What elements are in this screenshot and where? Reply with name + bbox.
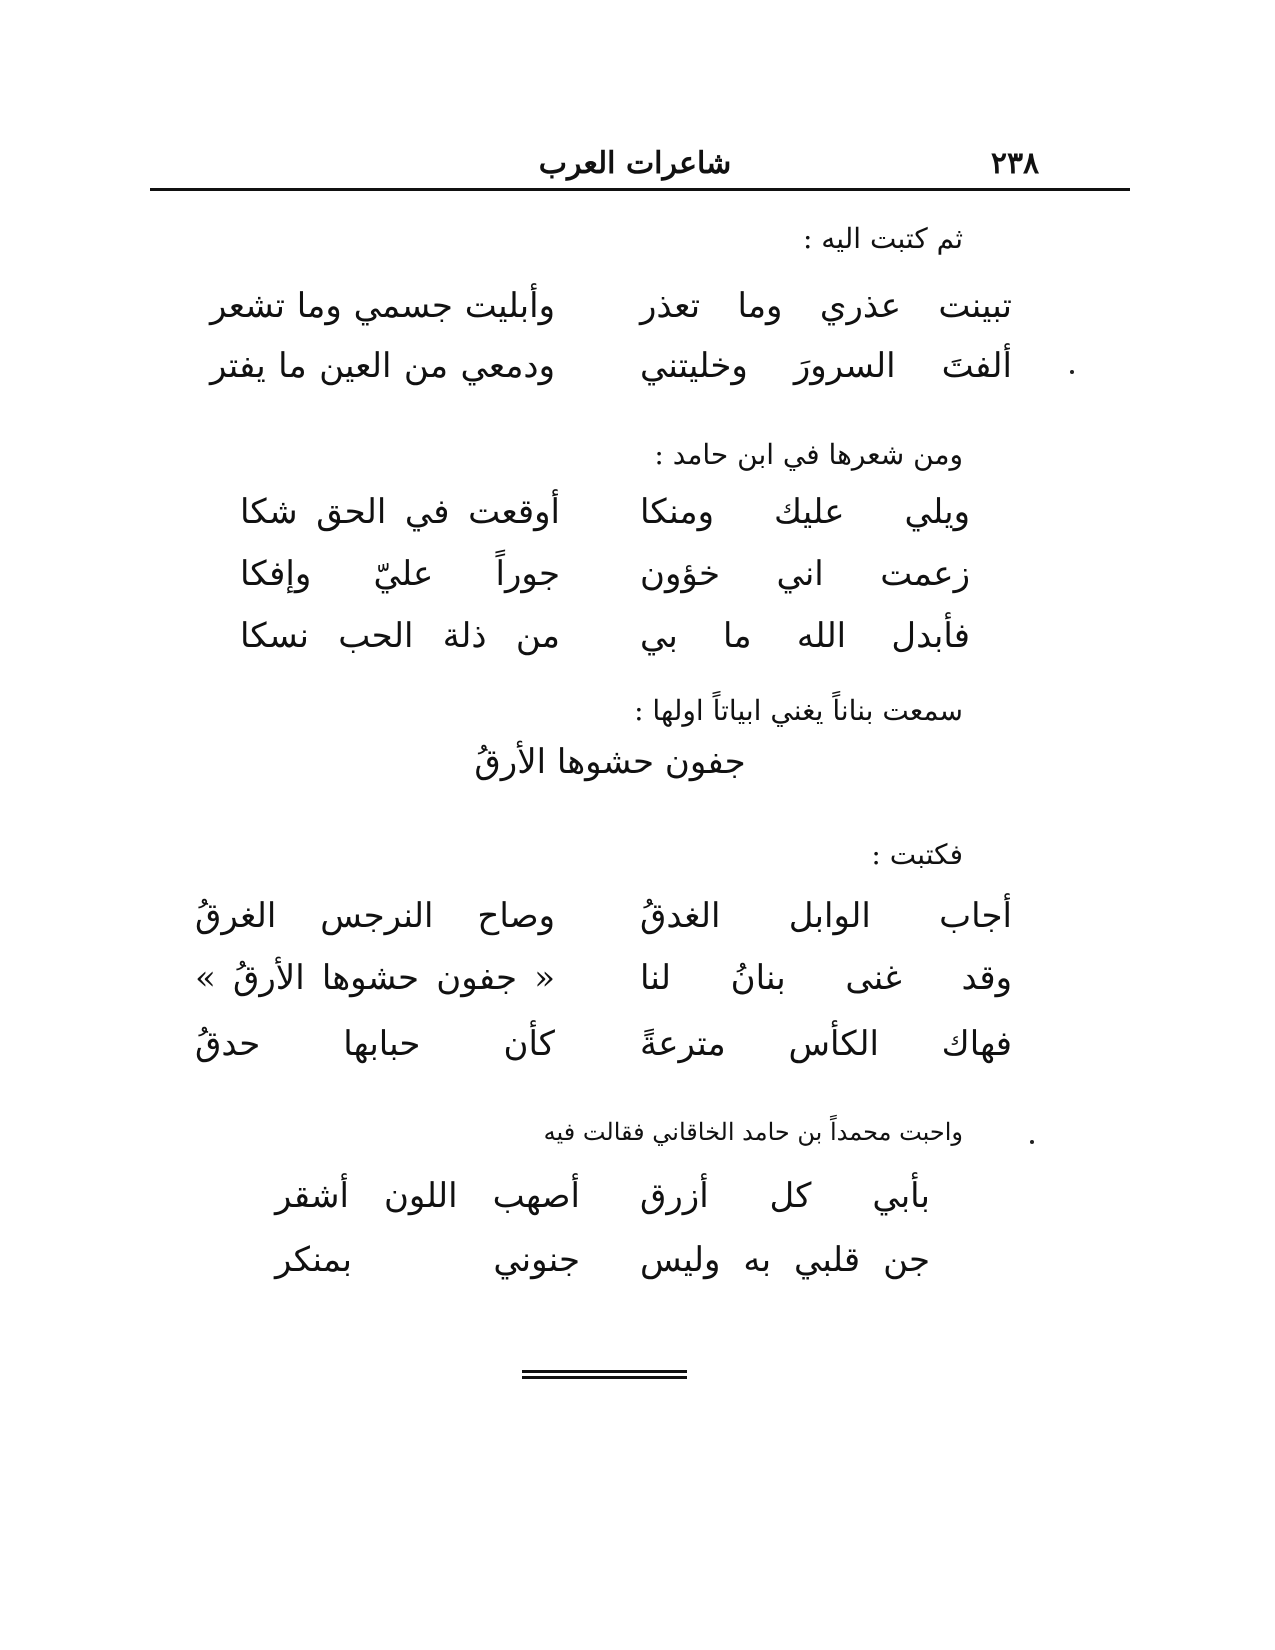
page-number: ٢٣٨ — [990, 146, 1040, 181]
margin-dot — [1070, 370, 1074, 374]
verse-right-hemistich: ألفتَ السرورَ وخليتني — [640, 346, 1012, 386]
verse-left-hemistich: « جفون حشوها الأرقُ » — [195, 958, 555, 998]
verse-right-hemistich: تبينت عذري وما تعذر — [640, 286, 1012, 326]
verse-left-hemistich: كأن حبابها حدقُ — [195, 1024, 555, 1064]
verse-left-hemistich: أصهب اللون أشقر — [275, 1176, 580, 1216]
verse-right-hemistich: فهاك الكأس مترعةً — [640, 1024, 1012, 1064]
verse-right-hemistich: أجاب الوابل الغدقُ — [640, 896, 1012, 936]
header-rule — [150, 188, 1130, 191]
verse-right-hemistich: زعمت اني خؤون — [640, 554, 970, 594]
verse-left-hemistich: من ذلة الحب نسكا — [240, 616, 560, 656]
end-ornament-rule — [522, 1370, 687, 1379]
section-intro: ومن شعرها في ابن حامد : — [654, 438, 963, 471]
verse-left-hemistich: أوقعت في الحق شكا — [240, 492, 560, 532]
verse-right-hemistich: فأبدل الله ما بي — [640, 616, 970, 656]
verse-left-hemistich: وأبليت جسمي وما تشعر — [210, 286, 555, 326]
verse-left-hemistich: ودمعي من العين ما يفتر — [210, 346, 555, 386]
section-intro: سمعت بناناً يغني ابياتاً اولها : — [634, 694, 963, 727]
section-intro: واحبت محمداً بن حامد الخاقاني فقالت فيه — [543, 1118, 963, 1146]
verse-right-hemistich: وقد غنى بنانُ لنا — [640, 958, 1012, 998]
verse-left-hemistich: جنوني بمنكر — [275, 1240, 580, 1280]
verse-right-hemistich: ويلي عليك ومنكا — [640, 492, 970, 532]
verse-right-hemistich: جن قلبي به وليس — [640, 1240, 930, 1280]
running-title: شاعرات العرب — [538, 146, 732, 181]
verse-right-hemistich: بأبي كل أزرق — [640, 1176, 930, 1216]
section-intro: ثم كتبت اليه : — [802, 222, 963, 255]
verse-left-hemistich: وصاح النرجس الغرقُ — [195, 896, 555, 936]
quoted-hemistich: جفون حشوها الأرقُ — [474, 742, 746, 782]
margin-dot — [1030, 1140, 1034, 1144]
section-intro: فكتبت : — [871, 838, 963, 871]
verse-left-hemistich: جوراً عليّ وإفكا — [240, 554, 560, 594]
